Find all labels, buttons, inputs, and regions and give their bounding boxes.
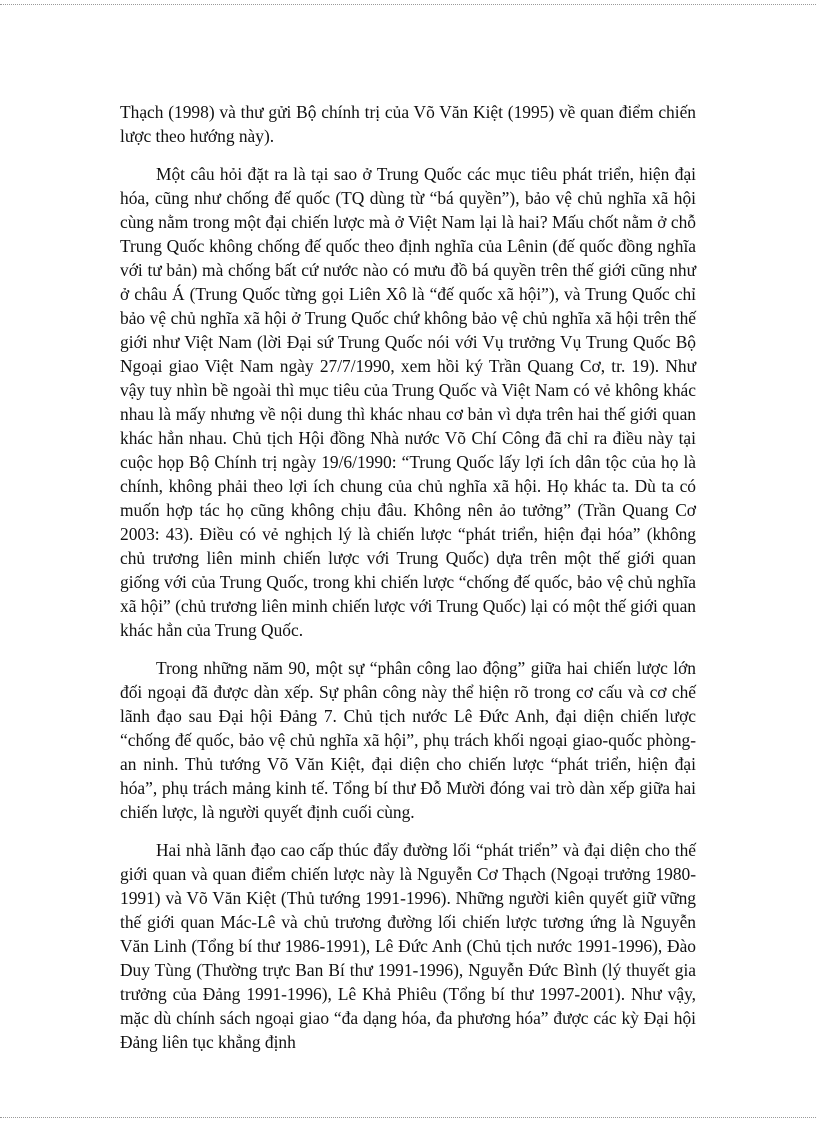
paragraph-2: Trong những năm 90, một sự “phân công lao động” giữa hai chiến lược lớn đối ngoại đã được dàn xếp. Sự phân công này thể hiện rõ trong cơ cấu và cơ chế lãnh đạo sau Đại hội Đảng 7. Chủ tịch nước Lê Đức Anh, đại diện chiến lược “chống đế quốc, bảo vệ chủ nghĩa xã hội”, phụ trách khối ngoại giao-quốc phòng-an ninh. Thủ tướng Võ Văn Kiệt, đại diện cho chiến lược “phát triển, hiện đại hóa”, phụ trách mảng kinh tế. Tổng bí thư Đỗ Mười đóng vai trò dàn xếp giữa hai chiến lược, là người quyết định cuối cùng. bbox=[120, 658, 696, 822]
paragraph-3: Hai nhà lãnh đạo cao cấp thúc đẩy đường lối “phát triển” và đại diện cho thế giới quan và quan điểm chiến lược này là Nguyễn Cơ Thạch (Ngoại trưởng 1980-1991) và Võ Văn Kiệt (Thủ tướng 1991-1996). Những người kiên quyết giữ vững thế giới quan Mác-Lê và chủ trương đường lối chiến lược tương ứng là Nguyễn Văn Linh (Tổng bí thư 1986-1991), Lê Đức Anh (Chủ tịch nước 1991-1996), Đào Duy Tùng (Thường trực Ban Bí thư 1991-1996), Nguyễn Đức Bình (lý thuyết gia trưởng của Đảng 1991-1996), Lê Khả Phiêu (Tổng bí thư 1997-2001). Như vậy, mặc dù chính sách ngoại giao “đa dạng hóa, đa phương hóa” được các kỳ Đại hội Đảng liên tục khẳng định bbox=[120, 840, 696, 1052]
document-body bbox=[120, 100, 696, 1054]
paragraph-1: Một câu hỏi đặt ra là tại sao ở Trung Quốc các mục tiêu phát triển, hiện đại hóa, cũng như chống đế quốc (TQ dùng từ “bá quyền”), bảo vệ chủ nghĩa xã hội cùng nằm trong một đại chiến lược mà ở Việt Nam lại là hai? Mấu chốt nằm ở chỗ Trung Quốc không chống đế quốc theo định nghĩa của Lênin (đế quốc đồng nghĩa với tư bản) mà chống bất cứ nước nào có mưu đồ bá quyền trên thế giới cũng như ở châu Á (Trung Quốc từng gọi Liên Xô là “đế quốc xã hội”), và Trung Quốc chỉ bảo vệ chủ nghĩa xã hội ở Trung Quốc chứ không bảo vệ chủ nghĩa xã hội trên thế giới như Việt Nam (lời Đại sứ Trung Quốc nói với Vụ trưởng Vụ Trung Quốc Bộ Ngoại giao Việt Nam ngày 27/7/1990, xem hồi ký Trần Quang Cơ, tr. 19). Như vậy tuy nhìn bề ngoài thì mục tiêu của Trung Quốc và Việt Nam có vẻ không khác nhau là mấy nhưng về nội dung thì khác nhau cơ bản vì dựa trên hai thế giới quan khác hẳn nhau. Chủ tịch Hội đồng Nhà nước Võ Chí Công đã chỉ ra điều này tại cuộc họp Bộ Chính trị ngày 19/6/1990: “Trung Quốc lấy lợi ích dân tộc của họ là chính, không phải theo lợi ích chung của chủ nghĩa xã hội. Họ khác ta. Dù ta có muốn hợp tác họ cũng không chịu đâu. Không nên ảo tưởng” (Trần Quang Cơ 2003: 43). Điều có vẻ nghịch lý là chiến lược “phát triển, hiện đại hóa” (không chủ trương liên minh chiến lược với Trung Quốc) dựa trên một thế giới quan giống với của Trung Quốc, trong khi chiến lược “chống đế quốc, bảo vệ chủ nghĩa xã hội” (chủ trương liên minh chiến lược với Trung Quốc) lại có một thế giới quan khác hẳn của Trung Quốc. bbox=[120, 164, 696, 640]
page-bottom-border bbox=[0, 1117, 816, 1118]
page-top-border bbox=[0, 4, 816, 5]
paragraph-continuation: Thạch (1998) và thư gửi Bộ chính trị của Võ Văn Kiệt (1995) về quan điểm chiến lược theo hướng này). bbox=[120, 102, 696, 146]
